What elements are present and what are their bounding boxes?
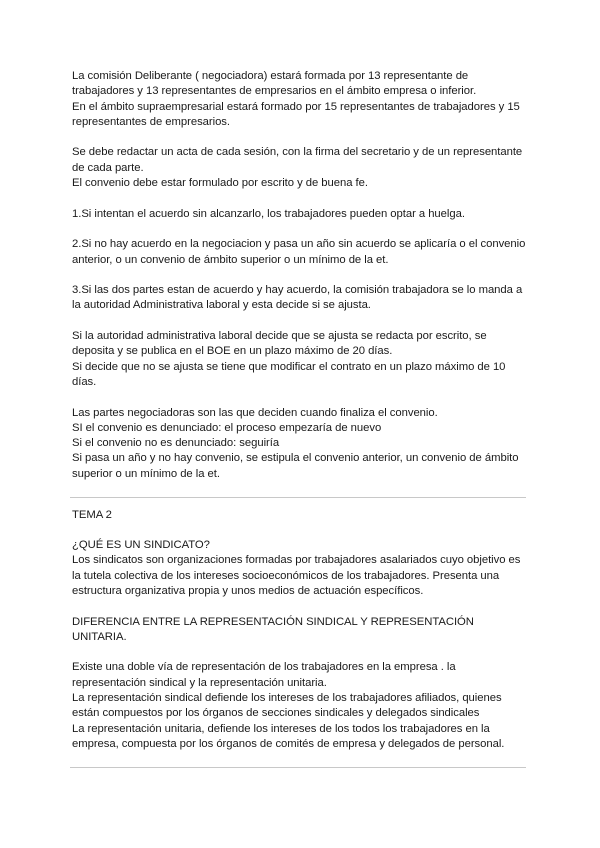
text-line: 1.Si intentan el acuerdo sin alcanzarlo, los trabajadores pueden optar a huelga. bbox=[72, 207, 465, 220]
text-line: representación sindical y la representación unitaria. bbox=[72, 676, 327, 689]
text-line: la autoridad Administrativa laboral y esta decide si se ajusta. bbox=[72, 299, 371, 312]
text-line: días. bbox=[72, 375, 97, 388]
document-page bbox=[72, 69, 524, 778]
paragraph-autoridad bbox=[72, 329, 524, 390]
text-line: de cada parte. bbox=[72, 161, 144, 174]
text-line: La comisión Deliberante ( negociadora) estará formada por 13 representante de bbox=[72, 70, 469, 82]
text-line: DIFERENCIA ENTRE LA REPRESENTACIÓN SINDICAL Y REPRESENTACIÓN bbox=[72, 615, 474, 628]
text-line: 2.Si no hay acuerdo en la negociacion y pasa un año sin acuerdo se aplicaría o el convenio bbox=[72, 238, 526, 251]
text-line: trabajadores y 13 representantes de empresarios en el ámbito empresa o inferior. bbox=[72, 85, 477, 98]
text-line: superior o un mínimo de la et. bbox=[72, 467, 220, 480]
paragraph-point-1 bbox=[72, 207, 524, 222]
text-line: La representación unitaria, defiende los intereses de los todos los trabajadores en la bbox=[72, 722, 490, 735]
text-line: empresa, compuesta por los órganos de comités de empresa y delegados de personal. bbox=[72, 737, 505, 750]
paragraph-comision-deliberante bbox=[72, 69, 524, 130]
text-line: Las partes negociadoras son las que deciden cuando finaliza el convenio. bbox=[72, 406, 438, 419]
horizontal-divider bbox=[70, 767, 526, 768]
paragraph-doble-via bbox=[72, 660, 524, 752]
text-line: deposita y se publica en el BOE en un plazo máximo de 20 días. bbox=[72, 345, 393, 358]
question-heading: ¿QUÉ ES UN SINDICATO? bbox=[72, 539, 210, 552]
text-line: La representación sindical defiende los intereses de los trabajadores afiliados, quienes bbox=[72, 692, 502, 705]
text-line: Si pasa un año y no hay convenio, se estipula el convenio anterior, un convenio de ámbito bbox=[72, 452, 519, 465]
text-line: Si el convenio no es denunciado: seguiría bbox=[72, 437, 280, 450]
text-line: representantes de empresarios. bbox=[72, 115, 230, 128]
paragraph-point-2 bbox=[72, 237, 524, 268]
text-line: estructura organizativa propia y unos medios de actuación específicos. bbox=[72, 585, 424, 597]
text-line: Si decide que no se ajusta se tiene que modificar el contrato en un plazo máximo de 10 bbox=[72, 360, 506, 373]
paragraph-sindicato bbox=[72, 538, 524, 599]
text-line: UNITARIA. bbox=[72, 630, 127, 643]
text-line: En el ámbito supraempresarial estará formado por 15 representantes de trabajadores y 15 bbox=[72, 100, 520, 113]
text-line: Se debe redactar un acta de cada sesión, con la firma del secretario y de un representante bbox=[72, 146, 523, 159]
horizontal-divider bbox=[70, 497, 526, 498]
text-line: Existe una doble vía de representación de los trabajadores en la empresa . la bbox=[72, 661, 456, 674]
text-line: anterior, o un convenio de ámbito superior o un mínimo de la et. bbox=[72, 253, 389, 266]
text-line: la tutela colectiva de los intereses socioeconómicos de los trabajadores. Presenta una bbox=[72, 569, 500, 582]
paragraph-point-3 bbox=[72, 283, 524, 314]
text-line: SI el convenio es denunciado: el proceso empezaría de nuevo bbox=[72, 421, 382, 434]
heading-diferencia bbox=[72, 615, 524, 646]
text-line: 3.Si las dos partes estan de acuerdo y hay acuerdo, la comisión trabajadora se lo manda a bbox=[72, 284, 523, 297]
text-line: Si la autoridad administrativa laboral decide que se ajusta se redacta por escrito, se bbox=[72, 330, 487, 343]
section-title: TEMA 2 bbox=[72, 508, 112, 521]
text-line: El convenio debe estar formulado por escrito y de buena fe. bbox=[72, 177, 368, 190]
paragraph-partes bbox=[72, 406, 524, 482]
text-line: Los sindicatos son organizaciones formadas por trabajadores asalariados cuyo objetivo es bbox=[72, 554, 521, 567]
text-line: están compuestos por los órganos de secciones sindicales y delegados sindicales bbox=[72, 707, 480, 720]
paragraph-acta bbox=[72, 145, 524, 191]
